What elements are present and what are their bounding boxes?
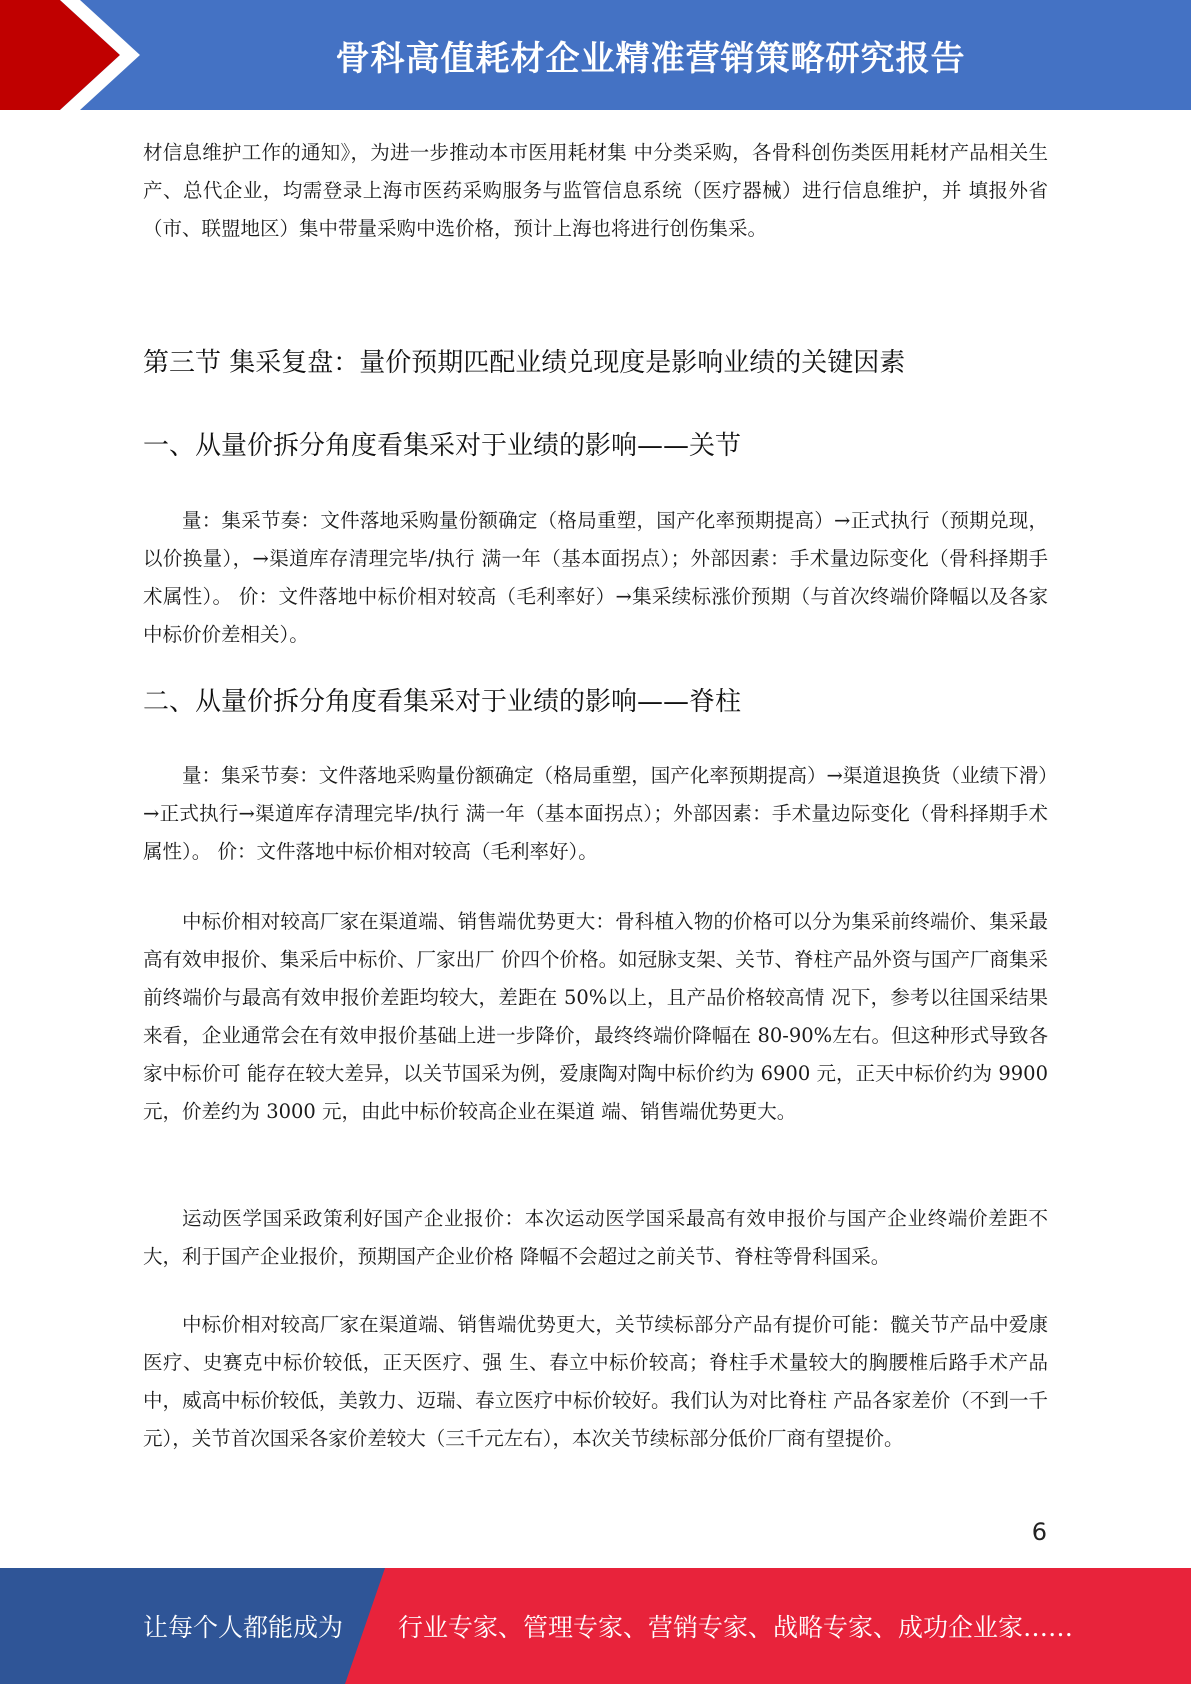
header-banner — [0, 0, 1191, 110]
subsection-heading-joint: 一、从量价拆分角度看集采对于业绩的影响——关节 — [143, 431, 742, 461]
subsection-heading-spine: 二、从量价拆分角度看集采对于业绩的影响——脊柱 — [143, 687, 742, 717]
footer-banner — [0, 1568, 1191, 1684]
sports-medicine-paragraph: 运动医学国采政策利好国产企业报价：本次运动医学国采最高有效申报价与国产企业终端价差距不大，利于国产企业报价，预期国产企业价格 降幅不会超过之前关节、脊柱等骨科国采。 — [143, 1207, 1048, 1268]
intro-paragraph: 材信息维护工作的通知》，为进一步推动本市医用耗材集 中分类采购，各骨科创伤类医用耗材产品相关生产、总代企业，均需登录上海市医药采购服务与监管信息系统（医疗器械）进行信息维护，并 填报外省（市、联盟地区）集中带量采购中选价格，预计上海也将进行创伤集采。 — [143, 141, 1048, 240]
spine-paragraph: 量：集采节奏：文件落地采购量份额确定（格局重塑，国产化率预期提高）→渠道退换货（业绩下滑）→正式执行→渠道库存清理完毕/执行 满一年（基本面拐点）；外部因素：手术量边际变化（骨科择期手术属性）。 价：文件落地中标价相对较高（毛利率好）。 — [143, 764, 1048, 863]
renewal-paragraph: 中标价相对较高厂家在渠道端、销售端优势更大，关节续标部分产品有提价可能：髋关节产品中爱康医疗、史赛克中标价较低，正天医疗、强 生、春立中标价较高；脊柱手术量较大的胸腰椎后路手术产品中，威高中标价较低，美敦力、迈瑞、春立医疗中标价较好。我们认为对比脊柱 产品各家差价（不到一千元），关节首次国采各家价差较大（三千元左右），本次关节续标部分低价厂商有望提价。 — [143, 1313, 1048, 1450]
price-advantage-paragraph: 中标价相对较高厂家在渠道端、销售端优势更大：骨科植入物的价格可以分为集采前终端价、集采最高有效申报价、集采后中标价、厂家出厂 价四个价格。如冠脉支架、关节、脊柱产品外资与国产厂商集采前终端价与最高有效申报价差距均较大，差距在 50%以上，且产品价格较高情 况下，参考以往国采结果来看，企业通常会在有效申报价基础上进一步降价，最终终端价降幅在 80-90%左右。但这种形式导致各家中标价可 能存在较大差异，以关节国采为例，爱康陶对陶中标价约为 6900 元，正天中标价约为 9900 元，价差约为 3000 元，由此中标价较高企业在渠道 端、销售端优势更大。 — [143, 910, 1048, 1123]
section-heading: 第三节 集采复盘：量价预期匹配业绩兑现度是影响业绩的关键因素 — [143, 348, 906, 378]
document-title: 骨科高值耗材企业精准营销策略研究报告 — [335, 38, 966, 79]
page-number: 6 — [1031, 1518, 1047, 1546]
joint-paragraph: 量：集采节奏：文件落地采购量份额确定（格局重塑，国产化率预期提高）→正式执行（预期兑现，以价换量），→渠道库存清理完毕/执行 满一年（基本面拐点）；外部因素：手术量边际变化（骨科择期手术属性）。 价：文件落地中标价相对较高（毛利率好）→集采续标涨价预期（与首次终端价降幅以及各家中标价价差相关）。 — [143, 509, 1048, 646]
footer-slogan-left: 让每个人都能成为 — [143, 1613, 344, 1642]
footer-slogan-right: 行业专家、管理专家、营销专家、战略专家、成功企业家…… — [398, 1613, 1074, 1642]
chevron-arrow-icon — [0, 0, 150, 110]
